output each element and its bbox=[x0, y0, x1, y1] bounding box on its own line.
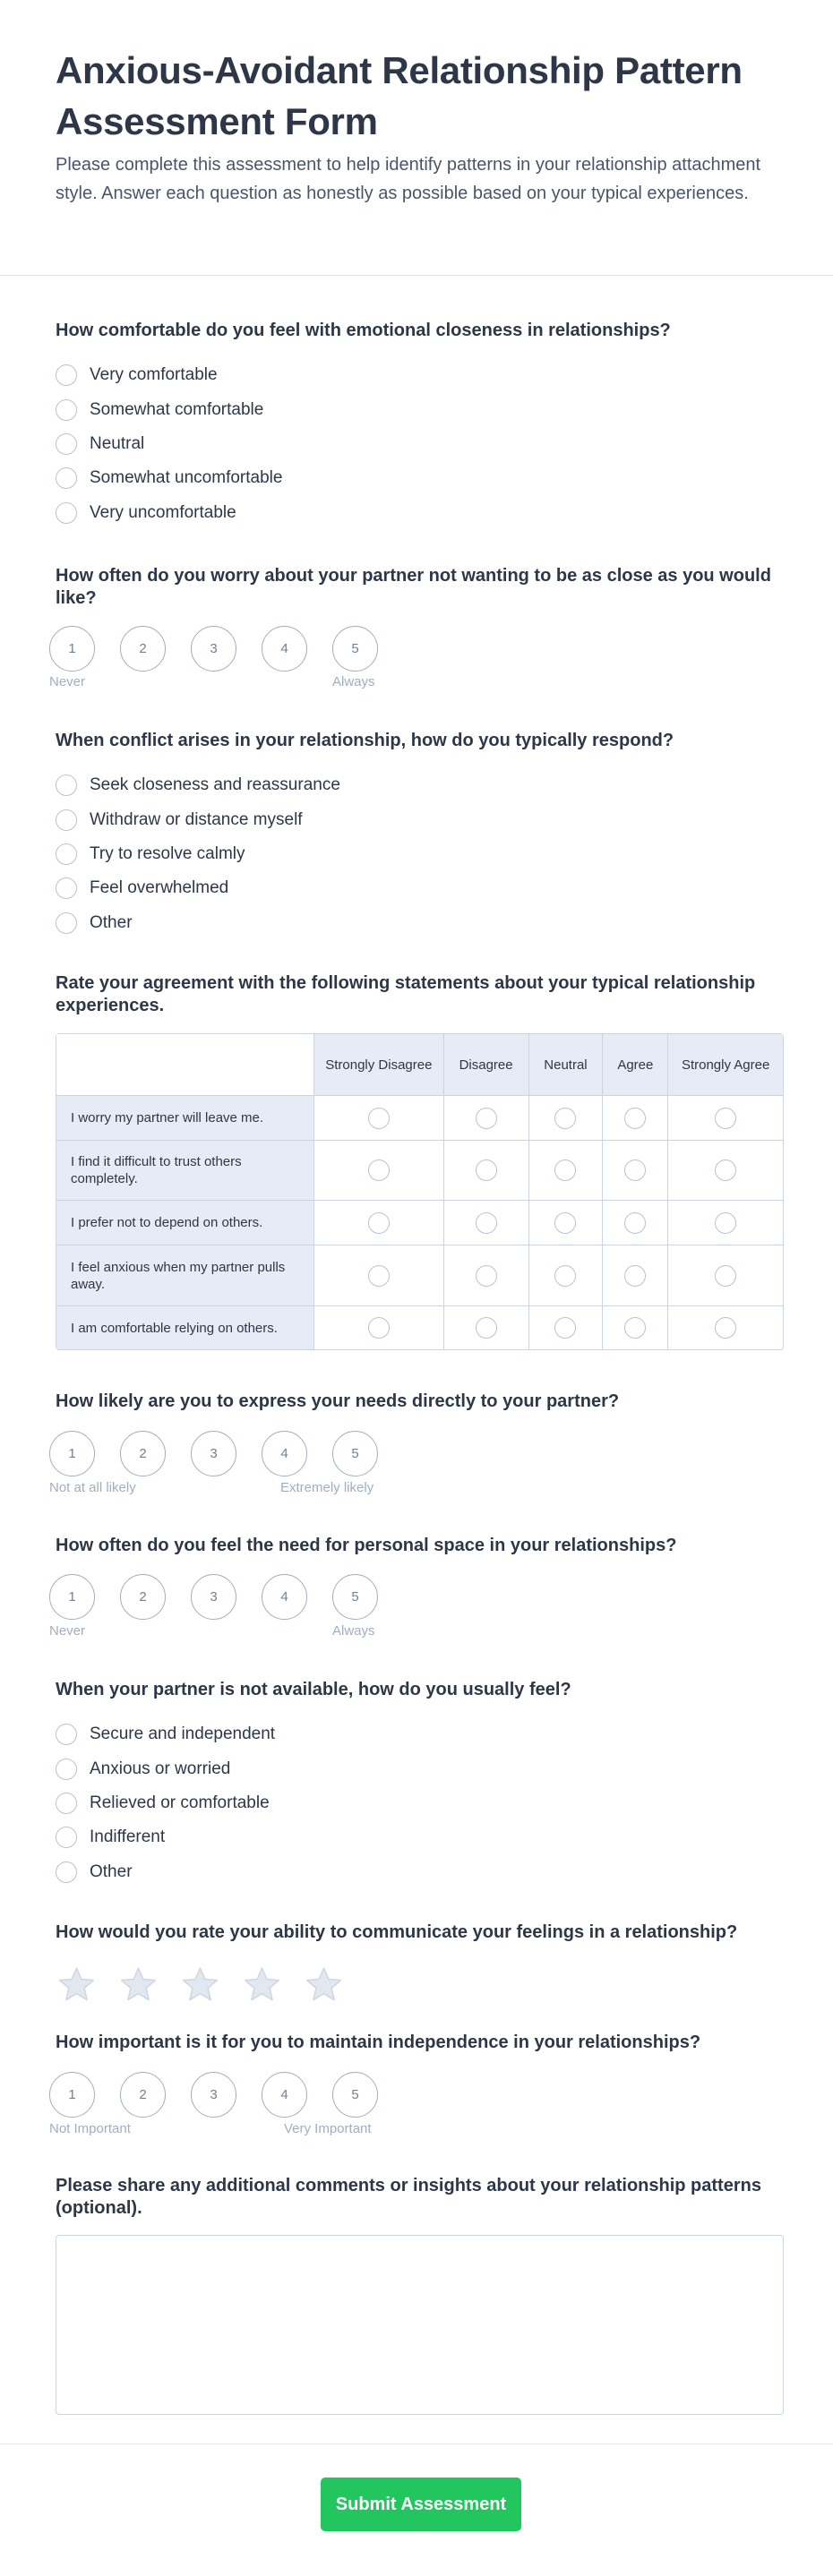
scale-option-5[interactable]: 5 bbox=[332, 1431, 378, 1476]
question-title: When your partner is not available, how do you usually feel? bbox=[56, 1680, 571, 1699]
matrix-cell bbox=[528, 1140, 603, 1200]
matrix-column-header: Agree bbox=[602, 1034, 667, 1095]
comments-textarea[interactable] bbox=[56, 2235, 784, 2415]
matrix-cell bbox=[667, 1245, 783, 1305]
scale-option-4[interactable]: 4 bbox=[262, 1574, 307, 1620]
question-title: How would you rate your ability to communicate your feelings in a relationship? bbox=[56, 1922, 738, 1942]
question-emotional-closeness bbox=[56, 320, 782, 530]
scale-option-3[interactable]: 3 bbox=[191, 2072, 236, 2118]
radio-option[interactable] bbox=[56, 1820, 782, 1854]
scale-option-4[interactable]: 4 bbox=[262, 1431, 307, 1476]
radio-option[interactable] bbox=[56, 802, 782, 836]
scale-max-label: Extremely likely bbox=[280, 1480, 374, 1495]
matrix-cell bbox=[602, 1200, 667, 1245]
question-additional-comments bbox=[56, 2175, 782, 2220]
scale-max-label: Always bbox=[332, 1623, 375, 1639]
scale-option-2[interactable]: 2 bbox=[120, 1431, 166, 1476]
radio-button[interactable] bbox=[56, 877, 77, 899]
matrix-cell bbox=[313, 1200, 443, 1245]
radio-button[interactable] bbox=[368, 1317, 390, 1339]
radio-button[interactable] bbox=[476, 1317, 497, 1339]
scale-option-5[interactable]: 5 bbox=[332, 1574, 378, 1620]
form-description: Please complete this assessment to help identify patterns in your relationship attachment style. Answer each question as honestly as possible based on your typical experiences. bbox=[56, 155, 761, 203]
matrix-cell bbox=[602, 1095, 667, 1140]
form-footer bbox=[0, 2443, 833, 2576]
radio-button[interactable] bbox=[715, 1212, 736, 1234]
scale-option-5[interactable]: 5 bbox=[332, 626, 378, 672]
radio-button[interactable] bbox=[56, 809, 77, 831]
matrix-cell bbox=[313, 1095, 443, 1140]
question-title: How likely are you to express your needs directly to your partner? bbox=[56, 1391, 620, 1411]
radio-button[interactable] bbox=[624, 1265, 646, 1287]
question-express-needs bbox=[49, 1391, 782, 1511]
radio-button[interactable] bbox=[56, 1793, 77, 1814]
question-communicate-feelings bbox=[56, 1921, 782, 2005]
matrix-cell bbox=[443, 1200, 528, 1245]
star-icon[interactable] bbox=[179, 1964, 221, 2005]
radio-option[interactable] bbox=[56, 427, 782, 461]
matrix-row bbox=[56, 1140, 783, 1200]
matrix-cell bbox=[602, 1245, 667, 1305]
radio-label: Other bbox=[90, 1861, 133, 1881]
radio-button[interactable] bbox=[56, 502, 77, 524]
scale-option-3[interactable]: 3 bbox=[191, 626, 236, 672]
matrix-statement: I prefer not to depend on others. bbox=[56, 1200, 313, 1245]
radio-button[interactable] bbox=[624, 1108, 646, 1129]
matrix-cell bbox=[667, 1200, 783, 1245]
matrix-row bbox=[56, 1305, 783, 1349]
question-title: When conflict arises in your relationship, how do you typically respond? bbox=[56, 731, 674, 750]
matrix-statement: I am comfortable relying on others. bbox=[56, 1305, 313, 1349]
matrix-cell bbox=[602, 1140, 667, 1200]
radio-label: Anxious or worried bbox=[90, 1759, 231, 1778]
radio-button[interactable] bbox=[554, 1212, 576, 1234]
radio-label: Other bbox=[90, 912, 133, 932]
rating-scale bbox=[49, 626, 782, 706]
question-partner-unavailable bbox=[56, 1679, 782, 1889]
question-conflict-response bbox=[56, 730, 782, 940]
star-icon[interactable] bbox=[56, 1964, 98, 2005]
scale-min-label: Not Important bbox=[49, 2121, 131, 2136]
matrix-column-header: Strongly Disagree bbox=[313, 1034, 443, 1095]
question-worry-closeness bbox=[49, 565, 782, 706]
matrix-statement: I feel anxious when my partner pulls away. bbox=[56, 1245, 313, 1305]
matrix-header-row bbox=[56, 1034, 783, 1095]
matrix-cell bbox=[528, 1200, 603, 1245]
radio-group bbox=[56, 1717, 782, 1889]
radio-button[interactable] bbox=[624, 1212, 646, 1234]
matrix-statement: I worry my partner will leave me. bbox=[56, 1095, 313, 1140]
radio-button[interactable] bbox=[56, 843, 77, 865]
star-icon[interactable] bbox=[241, 1964, 283, 2005]
question-title: How often do you feel the need for personal space in your relationships? bbox=[56, 1536, 677, 1555]
radio-button[interactable] bbox=[715, 1317, 736, 1339]
scale-option-2[interactable]: 2 bbox=[120, 1574, 166, 1620]
agreement-matrix bbox=[56, 1033, 784, 1350]
radio-button[interactable] bbox=[715, 1160, 736, 1181]
radio-button[interactable] bbox=[56, 1724, 77, 1745]
radio-button[interactable] bbox=[554, 1108, 576, 1129]
star-rating bbox=[56, 1964, 782, 2005]
matrix-row bbox=[56, 1095, 783, 1140]
radio-label: Relieved or comfortable bbox=[90, 1793, 270, 1812]
scale-min-label: Not at all likely bbox=[49, 1480, 136, 1495]
form-header bbox=[0, 0, 833, 276]
radio-label: Feel overwhelmed bbox=[90, 878, 229, 898]
radio-button[interactable] bbox=[56, 399, 77, 421]
question-title: How comfortable do you feel with emotional closeness in relationships? bbox=[56, 321, 671, 340]
scale-option-4[interactable]: 4 bbox=[262, 2072, 307, 2118]
question-title: Please share any additional comments or insights about your relationship patterns (optional). bbox=[56, 2176, 761, 2218]
matrix-row bbox=[56, 1200, 783, 1245]
radio-option[interactable] bbox=[56, 392, 782, 426]
radio-label: Try to resolve calmly bbox=[90, 843, 245, 863]
radio-option[interactable] bbox=[56, 1855, 782, 1889]
scale-option-1[interactable]: 1 bbox=[49, 1574, 95, 1620]
scale-min-label: Never bbox=[49, 1623, 86, 1639]
submit-button[interactable]: Submit Assessment bbox=[321, 2478, 521, 2531]
matrix-cell bbox=[443, 1305, 528, 1349]
radio-label: Somewhat comfortable bbox=[90, 399, 264, 419]
rating-scale bbox=[49, 1431, 782, 1511]
scale-option-1[interactable]: 1 bbox=[49, 626, 95, 672]
radio-option[interactable] bbox=[56, 496, 782, 530]
form-title: Anxious-Avoidant Relationship Pattern Assessment Form bbox=[56, 49, 743, 142]
scale-option-1[interactable]: 1 bbox=[49, 1431, 95, 1476]
radio-button[interactable] bbox=[56, 912, 77, 934]
scale-option-5[interactable]: 5 bbox=[332, 2072, 378, 2118]
radio-button[interactable] bbox=[476, 1265, 497, 1287]
radio-label: Very comfortable bbox=[90, 365, 218, 385]
question-agreement-matrix bbox=[56, 972, 782, 1017]
scale-option-2[interactable]: 2 bbox=[120, 626, 166, 672]
matrix-cell bbox=[443, 1245, 528, 1305]
matrix-column-header: Strongly Agree bbox=[667, 1034, 783, 1095]
scale-min-label: Never bbox=[49, 674, 86, 689]
matrix-statement: I find it difficult to trust others completely. bbox=[56, 1140, 313, 1200]
star-icon[interactable] bbox=[117, 1964, 159, 2005]
radio-option[interactable] bbox=[56, 1786, 782, 1820]
radio-option[interactable] bbox=[56, 358, 782, 392]
scale-option-1[interactable]: 1 bbox=[49, 2072, 95, 2118]
question-title: Rate your agreement with the following statements about your typical relationship experiences. bbox=[56, 973, 756, 1015]
radio-label: Secure and independent bbox=[90, 1724, 276, 1744]
radio-button[interactable] bbox=[56, 433, 77, 455]
radio-option[interactable] bbox=[56, 1751, 782, 1785]
scale-option-2[interactable]: 2 bbox=[120, 2072, 166, 2118]
question-independence bbox=[49, 2032, 782, 2152]
radio-group bbox=[56, 768, 782, 940]
matrix-corner bbox=[56, 1034, 313, 1095]
matrix-cell bbox=[313, 1245, 443, 1305]
matrix-column-header: Disagree bbox=[443, 1034, 528, 1095]
matrix-cell bbox=[313, 1140, 443, 1200]
radio-option[interactable] bbox=[56, 461, 782, 495]
radio-button[interactable] bbox=[368, 1265, 390, 1287]
radio-button[interactable] bbox=[715, 1265, 736, 1287]
radio-button[interactable] bbox=[554, 1317, 576, 1339]
radio-button[interactable] bbox=[56, 364, 77, 386]
matrix-cell bbox=[667, 1095, 783, 1140]
radio-button[interactable] bbox=[56, 467, 77, 489]
radio-button[interactable] bbox=[554, 1160, 576, 1181]
radio-option[interactable] bbox=[56, 768, 782, 802]
radio-label: Neutral bbox=[90, 433, 145, 453]
matrix-cell bbox=[667, 1140, 783, 1200]
scale-option-4[interactable]: 4 bbox=[262, 626, 307, 672]
question-title: How often do you worry about your partner not wanting to be as close as you would like? bbox=[56, 566, 771, 608]
matrix-cell bbox=[443, 1095, 528, 1140]
scale-max-label: Very Important bbox=[284, 2121, 372, 2136]
matrix-cell bbox=[667, 1305, 783, 1349]
matrix-column-header: Neutral bbox=[528, 1034, 603, 1095]
matrix-cell bbox=[313, 1305, 443, 1349]
matrix-cell bbox=[443, 1140, 528, 1200]
radio-button[interactable] bbox=[715, 1108, 736, 1129]
radio-button[interactable] bbox=[624, 1317, 646, 1339]
matrix-cell bbox=[528, 1305, 603, 1349]
radio-button[interactable] bbox=[368, 1108, 390, 1129]
radio-option[interactable] bbox=[56, 871, 782, 905]
matrix-cell bbox=[528, 1245, 603, 1305]
radio-label: Withdraw or distance myself bbox=[90, 809, 303, 829]
scale-max-label: Always bbox=[332, 674, 375, 689]
radio-button[interactable] bbox=[476, 1160, 497, 1181]
scale-option-3[interactable]: 3 bbox=[191, 1574, 236, 1620]
radio-button[interactable] bbox=[624, 1160, 646, 1181]
matrix-cell bbox=[602, 1305, 667, 1349]
scale-option-3[interactable]: 3 bbox=[191, 1431, 236, 1476]
radio-label: Indifferent bbox=[90, 1827, 166, 1847]
radio-button[interactable] bbox=[56, 775, 77, 796]
radio-button[interactable] bbox=[476, 1108, 497, 1129]
radio-button[interactable] bbox=[476, 1212, 497, 1234]
radio-option[interactable] bbox=[56, 1717, 782, 1751]
radio-button[interactable] bbox=[56, 1827, 77, 1848]
radio-group bbox=[56, 358, 782, 530]
star-icon[interactable] bbox=[303, 1964, 345, 2005]
question-personal-space bbox=[49, 1535, 782, 1655]
radio-button[interactable] bbox=[368, 1212, 390, 1234]
radio-button[interactable] bbox=[554, 1265, 576, 1287]
radio-label: Very uncomfortable bbox=[90, 502, 236, 522]
radio-label: Somewhat uncomfortable bbox=[90, 468, 283, 488]
radio-button[interactable] bbox=[56, 1759, 77, 1780]
radio-button[interactable] bbox=[368, 1160, 390, 1181]
radio-option[interactable] bbox=[56, 837, 782, 871]
rating-scale bbox=[49, 2072, 782, 2152]
matrix-cell bbox=[528, 1095, 603, 1140]
question-title: How important is it for you to maintain independence in your relationships? bbox=[56, 2033, 701, 2052]
rating-scale bbox=[49, 1574, 782, 1655]
radio-button[interactable] bbox=[56, 1861, 77, 1883]
radio-option[interactable] bbox=[56, 906, 782, 940]
radio-label: Seek closeness and reassurance bbox=[90, 775, 340, 795]
matrix-row bbox=[56, 1245, 783, 1305]
